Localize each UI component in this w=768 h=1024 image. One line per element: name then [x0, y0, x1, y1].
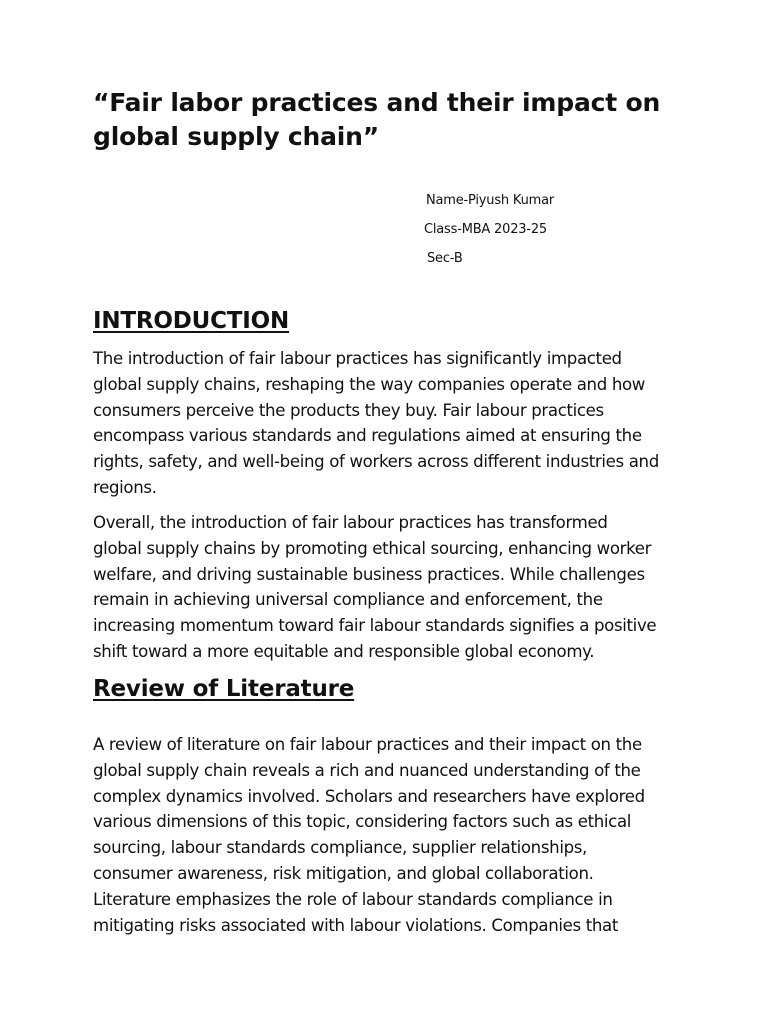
author-name: Name-Piyush Kumar: [426, 193, 554, 208]
text-line: remain in achieving universal compliance and enforcement, the: [93, 590, 603, 610]
introduction-heading: INTRODUCTION: [93, 308, 290, 334]
text-line: global supply chains, reshaping the way companies operate and how: [93, 374, 646, 394]
text-line: encompass various standards and regulations aimed at ensuring the: [93, 426, 642, 446]
text-line: A review of literature on fair labour practices and their impact on the: [93, 735, 642, 754]
text-line: consumer awareness, risk mitigation, and global collaboration.: [93, 863, 594, 883]
text-line: consumers perceive the products they buy. Fair labour practices: [93, 400, 604, 420]
text-line: rights, safety, and well-being of workers across different industries and: [93, 452, 659, 472]
review-paragraph-1: [93, 732, 693, 938]
title-line: global supply chain”: [93, 122, 380, 151]
text-line: various dimensions of this topic, considering factors such as ethical: [93, 812, 632, 832]
introduction-paragraph-1: [93, 346, 693, 501]
text-line: increasing momentum toward fair labour standards signifies a positive: [93, 616, 657, 636]
text-line: shift toward a more equitable and responsible global economy.: [93, 641, 595, 661]
text-line: welfare, and driving sustainable business practices. While challenges: [93, 564, 645, 584]
author-class: Class-MBA 2023-25: [424, 222, 547, 237]
title-line: “Fair labor practices and their impact on: [93, 88, 661, 117]
author-section: Sec-B: [427, 251, 463, 266]
text-line: Overall, the introduction of fair labour practices has transformed: [93, 513, 608, 532]
text-line: Literature emphasizes the role of labour standards compliance in: [93, 889, 613, 909]
review-of-literature-heading: Review of Literature: [93, 676, 355, 702]
introduction-paragraph-2: [93, 510, 693, 665]
text-line: global supply chain reveals a rich and nuanced understanding of the: [93, 760, 641, 780]
text-line: global supply chains by promoting ethical sourcing, enhancing worker: [93, 538, 652, 558]
document-title: [93, 86, 693, 154]
text-line: complex dynamics involved. Scholars and researchers have explored: [93, 786, 645, 806]
text-line: sourcing, labour standards compliance, supplier relationships,: [93, 838, 587, 858]
text-line: mitigating risks associated with labour violations. Companies that: [93, 915, 619, 935]
text-line: regions.: [93, 477, 157, 497]
text-line: The introduction of fair labour practices has significantly impacted: [93, 349, 622, 368]
